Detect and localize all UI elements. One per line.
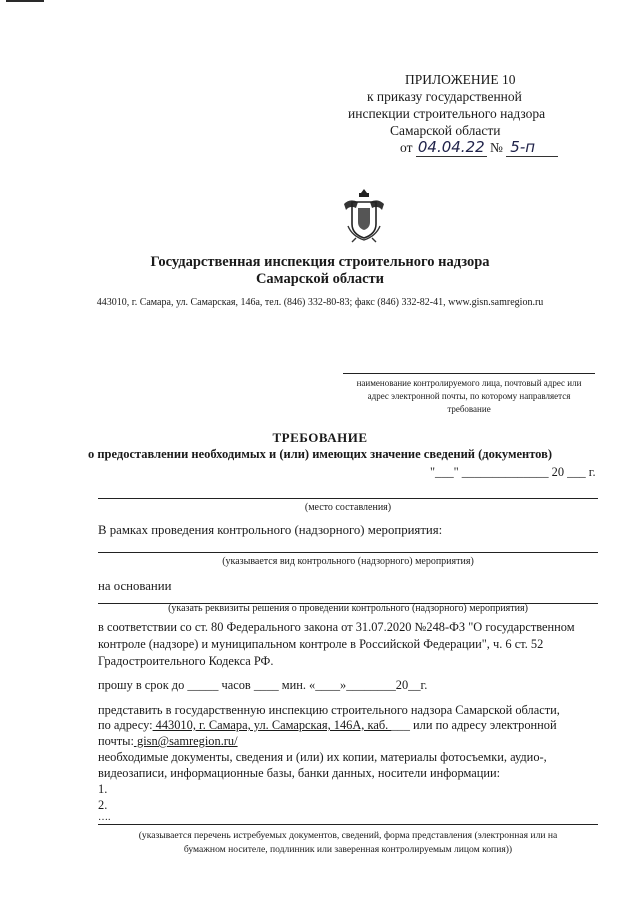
submit-email: gisn@samregion.ru/ [133,734,238,748]
addressee-line [343,373,595,374]
number-prefix: № [490,140,503,155]
submit-text-5: видеозаписи, информационные базы, банки данных, носители информации: [98,766,501,780]
list-line [98,824,598,825]
scan-mark [6,0,44,2]
law-text-1: в соответствии со ст. 80 Федерального закона от 31.07.2020 №248-ФЗ "О государственном [98,620,575,634]
law-text-2: контроле (надзоре) и муниципальном контроле в Российской Федерации", ч. 6 ст. 52 [98,637,544,651]
list-caption-2: бумажном носителе, подлинник или заверенная контролируемым лицом копия)) [183,844,513,855]
date-prefix: от [400,140,413,155]
org-name-line-1: Государственная инспекция строительного надзора [150,254,490,270]
document-title: ТРЕБОВАНИЕ [272,430,368,445]
addressee-caption-3: требование [447,404,491,414]
submit-address: 443010, г. Самара, ул. Самарская, 146А, каб. [152,718,392,732]
appendix-line-4: Самарской области [390,123,501,138]
event-line [98,552,598,553]
list-item-2: 2. [98,798,108,812]
event-caption: (указывается вид контрольного (надзорного) мероприятия) [222,556,474,567]
email-label: почты: [98,734,134,748]
coat-of-arms-emblem [340,186,388,244]
submit-text-1: представить в государственную инспекцию строительного надзора Самарской области, [98,703,560,717]
appendix-line-2: к приказу государственной [367,89,522,104]
addressee-caption-1: наименование контролируемого лица, почтовый адрес или [356,378,582,388]
appendix-block [0,72,640,162]
deadline-line: прошу в срок до _____ часов ____ мин. «____»________20__г. [98,678,428,692]
submit-text-4: необходимые документы, сведения и (или) их копии, материалы фотосъемки, аудио-, [98,750,547,764]
appendix-date-row [400,138,558,157]
date-field: "___" ______________ 20 ___ г. [430,465,596,479]
document-subtitle: о предоставлении необходимых и (или) имеющих значение сведений (документов) [87,447,553,461]
org-name-line-2: Самарской области [255,271,385,287]
addressee-caption-2: адрес электронной почты, по которому направляется [367,391,571,401]
place-caption: (место составления) [304,502,392,513]
list-item-1: 1. [98,782,108,796]
basis-label: на основании [98,579,172,593]
appendix-line-3: инспекции строительного надзора [348,106,546,121]
law-text-3: Градостроительного Кодекса РФ. [98,654,274,668]
submit-text-3 [98,734,238,749]
email-alt-label: ___ или по адресу электронной [391,718,557,732]
list-caption-1: (указывается перечень истребуемых документов, сведений, форма представления (электронная или на [138,830,558,841]
appendix-title: ПРИЛОЖЕНИЕ 10 [405,72,516,87]
order-number-handwritten: 5-п [506,138,558,157]
address-label: по адресу: [98,718,153,732]
place-line [98,498,598,499]
order-date-handwritten: 04.04.22 [417,138,485,156]
org-address: 443010, г. Самара, ул. Самарская, 146а, тел. (846) 332-80-83; факс (846) 332-82-41, www.gisn.samregion.ru [96,297,544,308]
basis-caption: (указать реквизиты решения о проведении контрольного (надзорного) мероприятия) [168,603,528,614]
within-label: В рамках проведения контрольного (надзорного) мероприятия: [98,523,443,537]
submit-text-2 [98,718,557,733]
list-item-3: …. [98,812,111,823]
